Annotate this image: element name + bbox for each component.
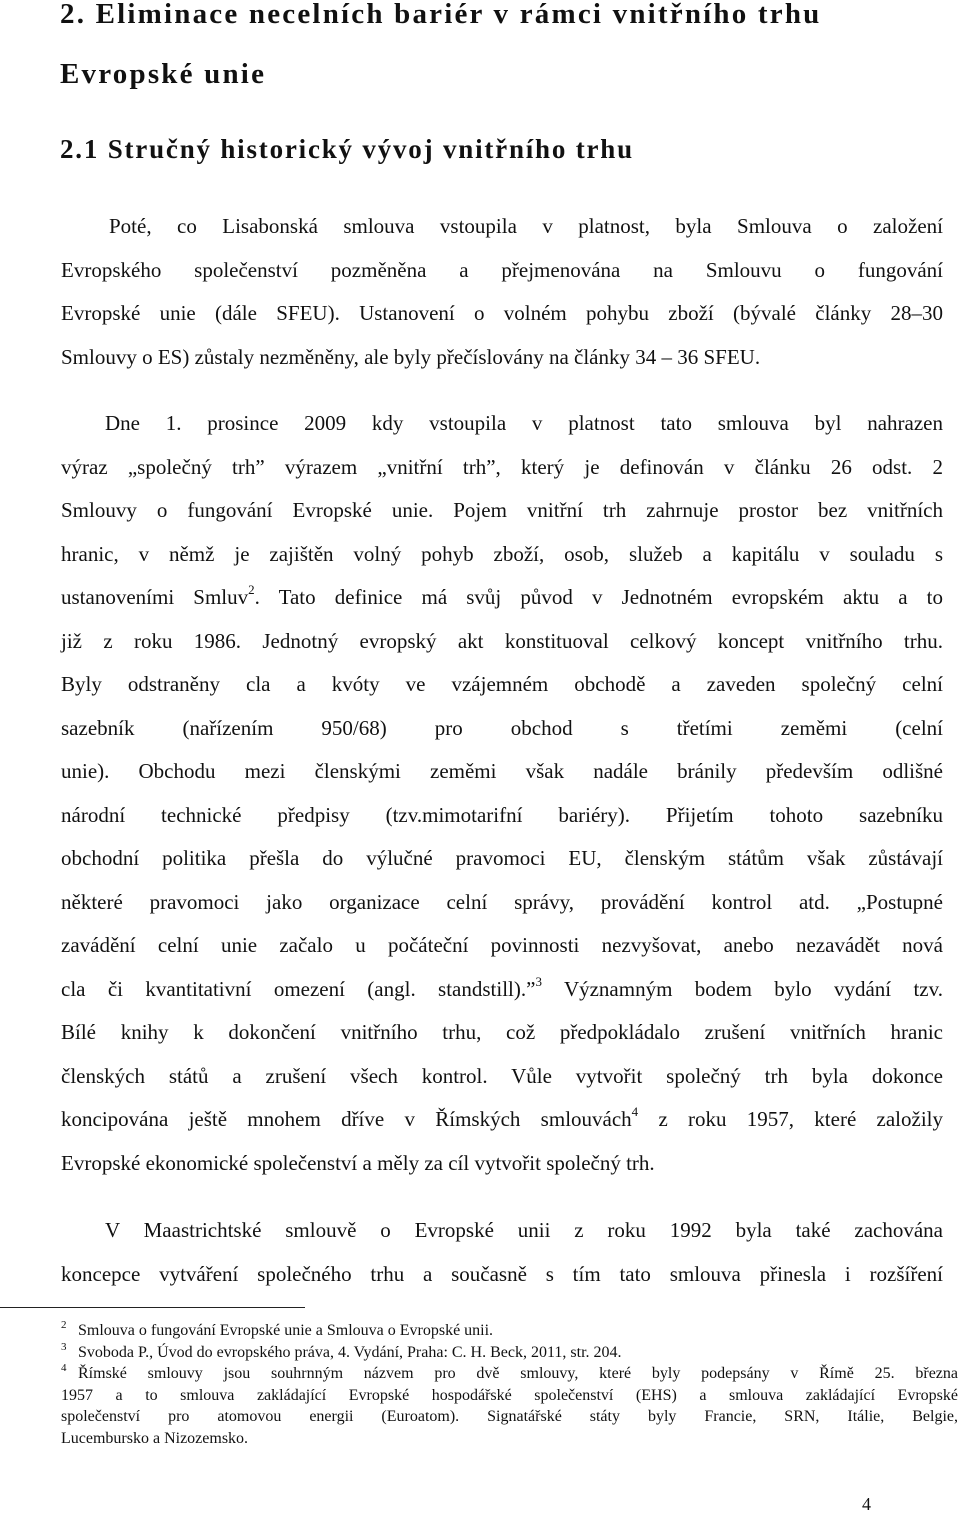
footnotes [61, 1320, 958, 1449]
paragraph-line [61, 968, 943, 1012]
paragraph-line: unie). Obchodu mezi členskými zeměmi však nadále bránily především odlišné [61, 759, 943, 783]
paragraph-3 [61, 1209, 943, 1296]
paragraph-line: Smlouvy o ES) zůstaly nezměněny, ale byly přečíslovány na články 34 – 36 SFEU. [61, 344, 761, 369]
paragraph-line-part: z roku 1957, které založily [638, 1107, 943, 1131]
footnote-line: 1957 a to smlouva zakládající Evropské hospodářské společenství (EHS) a smlouva zakládající Evropské [61, 1386, 958, 1404]
paragraph-2 [61, 402, 943, 1185]
paragraph-line: Poté, co Lisabonská smlouva vstoupila v platnost, byla Smlouva o založení [109, 214, 943, 238]
footnote-4 [61, 1363, 958, 1449]
chapter-title-line-2: Evropské unie [60, 58, 267, 90]
paragraph-line: sazebník (nařízením 950/68) pro obchod s třetími zeměmi (celní [61, 715, 943, 740]
paragraph-line [61, 1098, 943, 1142]
paragraph-line: Evropské ekonomické společenství a měly za cíl vytvořit společný trh. [61, 1150, 655, 1175]
paragraph-line-part: cla či kvantitativní omezení (angl. standstill).” [61, 976, 536, 1001]
paragraph-line: obchodní politika přešla do výlučné pravomoci EU, členským státům však zůstávají [61, 846, 943, 870]
paragraph-line: národní technické předpisy (tzv.mimotarifní bariéry). Přijetím tohoto sazebníku [61, 802, 943, 827]
paragraph-line: některé pravomoci jako organizace celní správy, provádění kontrol atd. „Postupné [61, 889, 943, 914]
paragraph-line: Bílé knihy k dokončení vnitřního trhu, což předpokládalo zrušení vnitřních hranic [61, 1020, 943, 1044]
paragraph-line: Evropského společenství pozměněna a přejmenována na Smlouvu o fungování [61, 257, 943, 282]
paragraph-line: Byly odstraněny cla a kvóty ve vzájemném obchodě a zaveden společný celní [61, 672, 943, 696]
footnote-text: Římské smlouvy jsou souhrnným názvem pro dvě smlouvy, které byly podepsány v Římě 25. března [78, 1365, 958, 1382]
footnote-line: Lucembursko a Nizozemsko. [61, 1429, 249, 1447]
footnote-separator [0, 1307, 305, 1308]
chapter-title-line-1: 2. Eliminace necelních bariér v rámci vnitřního trhu [60, 0, 822, 30]
paragraph-line: V Maastrichtské smlouvě o Evropské unii z roku 1992 byla také zachována [105, 1218, 943, 1242]
footnote-ref-3[interactable]: 3 [535, 973, 542, 989]
paragraph-line-part: Významným bodem bylo vydání tzv. [541, 976, 943, 1001]
paragraph-line-part: koncipována ještě mnohem dříve v Římských smlouvách [61, 1107, 632, 1131]
paragraph-line: výraz „společný trh” výrazem „vnitřní trh”, který je definován v článku 26 odst. 2 [61, 454, 943, 479]
paragraph-line: Dne 1. prosince 2009 kdy vstoupila v platnost tato smlouva byl nahrazen [105, 411, 943, 435]
footnote-2: 2 Smlouva o fungování Evropské unie a Smlouva o Evropské unii. [61, 1319, 494, 1339]
paragraph-1 [61, 205, 943, 379]
paragraph-line: koncepce vytváření společného trhu a současně s tím tato smlouva přinesla i rozšíření [61, 1261, 943, 1286]
paragraph-line-part: ustanoveními Smluv [61, 585, 249, 609]
paragraph-line [61, 576, 943, 620]
paragraph-line: členských států a zrušení všech kontrol. Vůle vytvořit společný trh byla dokonce [61, 1063, 943, 1088]
footnote-3: 3 Svoboda P., Úvod do evropského práva, 4. Vydání, Praha: C. H. Beck, 2011, str. 204. [61, 1340, 622, 1361]
paragraph-line: zavádění celní unie začalo u počáteční povinnosti nezvyšovat, anebo nezavádět nová [61, 933, 943, 957]
footnote-line: 4 Římské smlouvy jsou souhrnným názvem pro dvě smlouvy, které byly podepsány v Římě 25. března [61, 1362, 958, 1382]
paragraph-line: již z roku 1986. Jednotný evropský akt konstituoval celkový koncept vnitřního trhu. [61, 628, 943, 653]
section-title: 2.1 Stručný historický vývoj vnitřního trhu [60, 134, 634, 164]
footnote-text: Svoboda P., Úvod do evropského práva, 4. Vydání, Praha: C. H. Beck, 2011, str. 204. [78, 1343, 622, 1361]
page-number: 4 [862, 1494, 871, 1514]
paragraph-line: Smlouvy o fungování Evropské unie. Pojem vnitřní trh zahrnuje prostor bez vnitřních [61, 498, 943, 522]
footnote-ref-4[interactable]: 4 [631, 1104, 639, 1119]
paragraph-line: hranic, v němž je zajištěn volný pohyb zboží, osob, služeb a kapitálu v souladu s [61, 541, 943, 566]
paragraph-line: Evropské unie (dále SFEU). Ustanovení o volném pohybu zboží (bývalé články 28–30 [61, 301, 943, 325]
footnote-line: společenství pro atomovou energii (Euroatom). Signatářské státy byly Francie, SRN, Itálie, Belgie, [61, 1408, 958, 1425]
paragraph-line-part: . Tato definice má svůj původ v Jednotném evropském aktu a to [254, 585, 944, 609]
footnote-text: Smlouva o fungování Evropské unie a Smlouva o Evropské unii. [78, 1322, 494, 1339]
footnote-ref-2[interactable]: 2 [248, 582, 255, 597]
